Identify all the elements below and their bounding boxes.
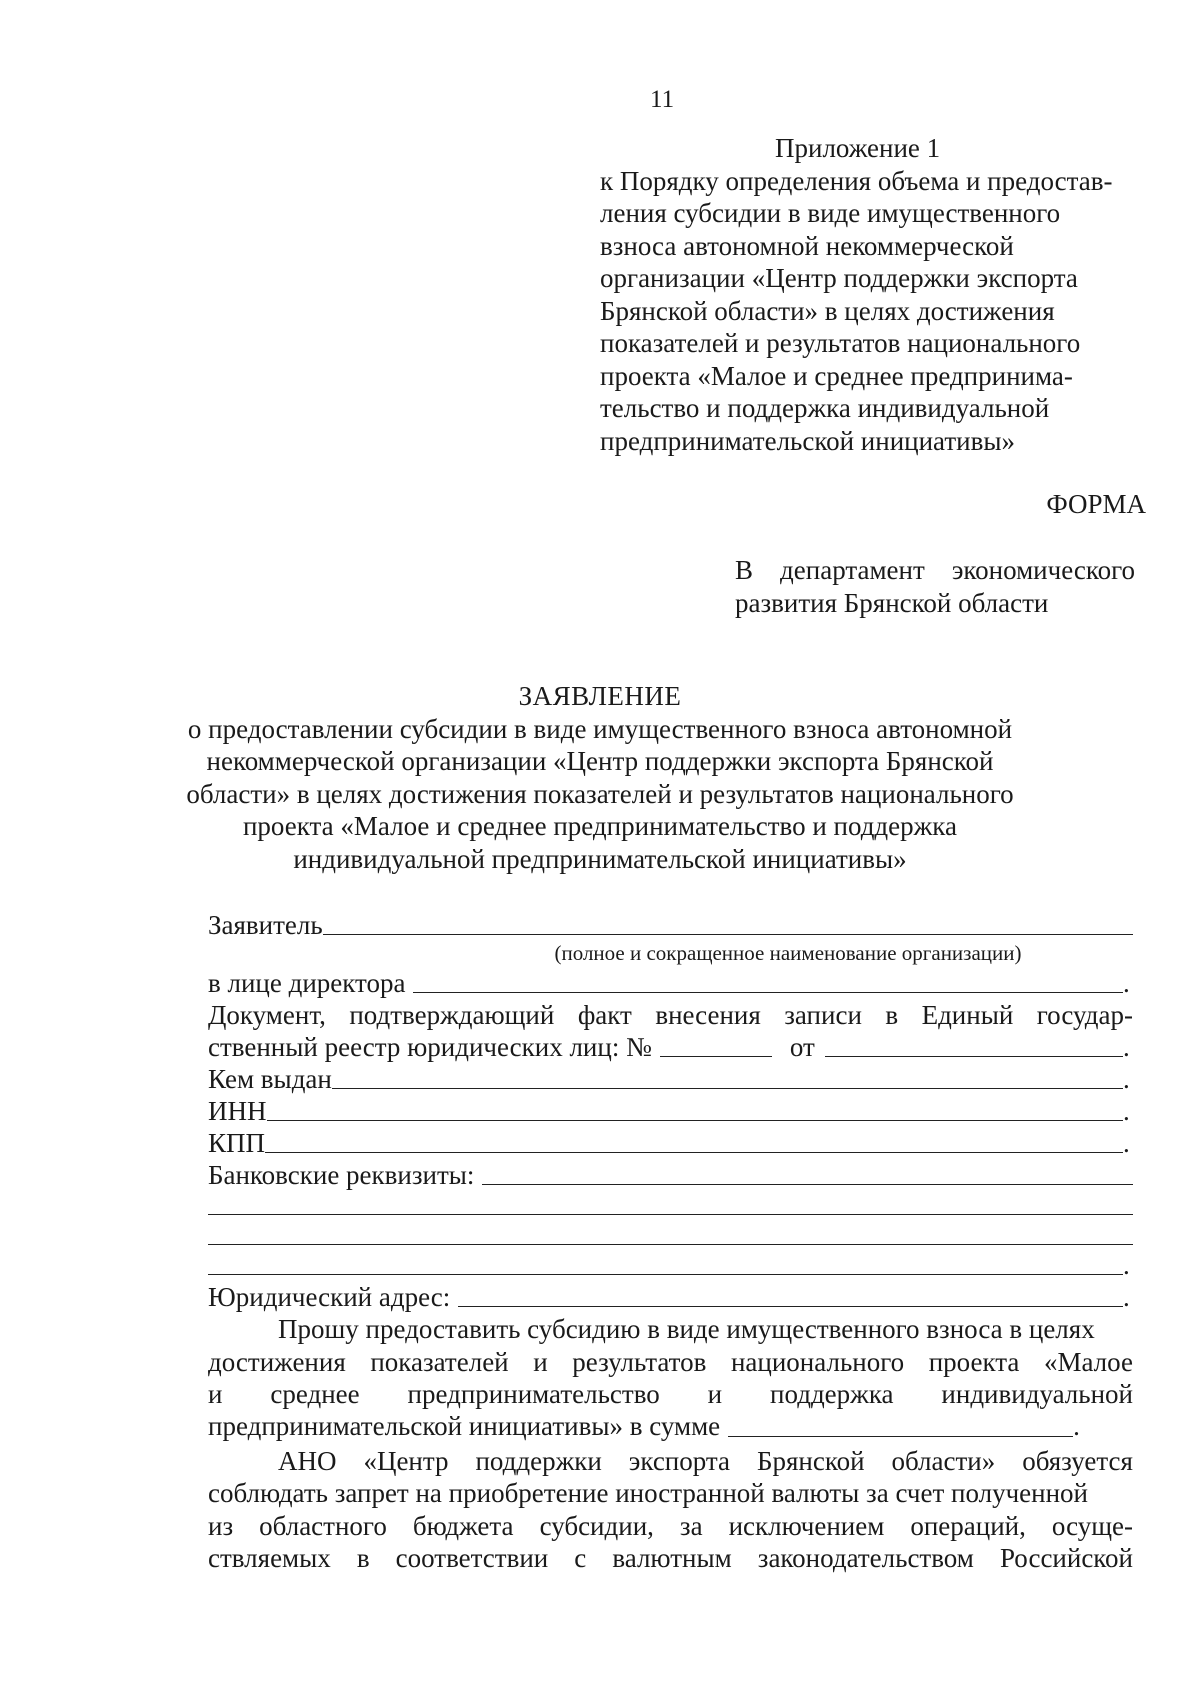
obligation-line	[208, 1510, 1133, 1543]
bank-row	[208, 1159, 1133, 1191]
title-line: индивидуальной предпринимательской инициативы»	[293, 843, 907, 874]
obligation-word: бюджета	[412, 1510, 514, 1541]
obligation-word: операций,	[910, 1510, 1026, 1541]
end-mark: .	[1123, 968, 1130, 998]
issued-by-label: Кем выдан	[208, 1064, 332, 1094]
document-line-2	[208, 1031, 1133, 1063]
doc-registry-label: ственный реестр юридических лиц: №	[208, 1032, 652, 1062]
doc-date-label: от	[789, 1032, 815, 1062]
bank-field-line[interactable]	[208, 1274, 1123, 1275]
director-label: в лице директора	[208, 968, 406, 998]
addressee-word: департамент	[780, 555, 925, 585]
issued-by-row	[208, 1063, 1133, 1095]
obligation-word: в	[356, 1543, 370, 1573]
appendix-line: ления субсидии в виде имущественного	[600, 198, 1061, 228]
bank-extra-row	[208, 1191, 1133, 1221]
doc-word: в	[885, 1000, 899, 1030]
inn-row	[208, 1095, 1133, 1127]
addressee-line-2: развития Брянской области	[735, 588, 1049, 618]
end-mark: .	[1073, 1411, 1080, 1441]
request-word: национального	[730, 1346, 905, 1377]
obligation-word: областного	[259, 1510, 387, 1541]
form-label: ФОРМА	[1046, 489, 1146, 519]
obligation-word: из	[208, 1510, 234, 1541]
obligation-word: валютным	[612, 1543, 732, 1573]
obligation-word: ствляемых	[208, 1543, 331, 1573]
end-mark: .	[1123, 1250, 1130, 1280]
obligation-word: Российской	[999, 1543, 1133, 1573]
end-mark: .	[1123, 1282, 1130, 1312]
request-word: предпринимательство	[407, 1379, 660, 1409]
bank-field-line[interactable]	[208, 1214, 1133, 1215]
obligation-word: поддержки	[475, 1445, 602, 1476]
obligation-word: соответствии	[395, 1543, 549, 1573]
request-word: среднее	[270, 1379, 360, 1409]
kpp-row	[208, 1127, 1133, 1159]
doc-word: Документ,	[208, 1000, 326, 1030]
kpp-label: КПП	[208, 1128, 266, 1158]
kpp-field[interactable]	[265, 1152, 1123, 1153]
end-mark: .	[1123, 1128, 1130, 1158]
address-row	[208, 1281, 1133, 1313]
request-amount-row	[208, 1411, 1133, 1443]
applicant-field[interactable]	[323, 934, 1133, 935]
bank-field[interactable]	[482, 1184, 1133, 1185]
end-mark: .	[1123, 1064, 1130, 1094]
obligation-word: области»	[891, 1445, 996, 1476]
obligation-word: «Центр	[363, 1445, 449, 1476]
appendix-line: проекта «Малое и среднее предпринима-	[600, 360, 1073, 391]
addressee-block	[735, 554, 1135, 620]
doc-word: факт	[577, 1000, 632, 1030]
page-number: 11	[650, 86, 675, 113]
bank-extra-row	[208, 1251, 1133, 1281]
appendix-line: тельство и поддержка индивидуальной	[600, 393, 1050, 423]
bank-field-line[interactable]	[208, 1244, 1133, 1245]
appendix-title: Приложение 1	[775, 133, 941, 163]
obligation-word: АНО	[278, 1445, 337, 1476]
document-heading: ЗАЯВЛЕНИЕ	[518, 681, 682, 711]
request-word: поддержка	[770, 1379, 894, 1409]
obligation-word: обязуется	[1022, 1445, 1133, 1476]
request-word: «Малое	[1043, 1346, 1133, 1377]
applicant-caption: (полное и сокращенное наименование организации)	[554, 941, 1022, 965]
doc-word: внесения	[655, 1000, 761, 1030]
appendix-line: организации «Центр поддержки экспорта	[600, 263, 1078, 293]
end-mark: .	[1123, 1032, 1130, 1062]
appendix-block	[600, 132, 1140, 457]
obligation-word: исключением	[728, 1510, 885, 1541]
addressee-line-1	[735, 554, 1135, 587]
request-word: проекта	[928, 1346, 1020, 1377]
title-line: области» в целях достижения показателей и результатов национального	[186, 778, 1014, 809]
appendix-line: Брянской области» в целях достижения	[600, 295, 1055, 326]
obligation-word: за	[679, 1510, 703, 1541]
obligation-word: субсидии,	[539, 1510, 654, 1541]
title-line: о предоставлении субсидии в виде имущественного взноса автономной	[187, 713, 1013, 744]
applicant-row	[208, 909, 1133, 941]
obligation-line	[208, 1542, 1133, 1575]
doc-word: государ-	[1036, 1000, 1133, 1030]
request-word: достижения	[208, 1346, 346, 1377]
addressee-word: В	[735, 555, 754, 585]
applicant-label: Заявитель	[208, 910, 323, 940]
amount-field[interactable]	[728, 1436, 1073, 1437]
request-word: и	[707, 1379, 723, 1409]
request-line	[208, 1346, 1133, 1379]
issued-by-field[interactable]	[332, 1088, 1123, 1089]
doc-word: записи	[784, 1000, 862, 1030]
appendix-line: взноса автономной некоммерческой	[600, 230, 1014, 261]
address-field[interactable]	[458, 1306, 1123, 1307]
request-word: результатов	[572, 1346, 707, 1377]
inn-field[interactable]	[267, 1120, 1124, 1121]
doc-number-field[interactable]	[660, 1056, 772, 1057]
request-word: индивидуальной	[941, 1379, 1133, 1409]
obligation-word: с	[574, 1543, 587, 1573]
document-line-1	[208, 999, 1133, 1031]
application-form	[208, 909, 1133, 1575]
title-line: некоммерческой организации «Центр поддержки экспорта Брянской	[206, 746, 994, 776]
obligation-word: Брянской	[756, 1445, 865, 1476]
request-word: показателей	[370, 1346, 509, 1377]
obligation-line: соблюдать запрет на приобретение иностранной валюты за счет полученной	[208, 1478, 1088, 1508]
appendix-line: показателей и результатов национального	[600, 328, 1081, 358]
bank-extra-row	[208, 1221, 1133, 1251]
appendix-line: предпринимательской инициативы»	[600, 425, 1015, 456]
director-field[interactable]	[413, 992, 1123, 993]
request-line	[208, 1378, 1133, 1411]
director-row	[208, 967, 1133, 999]
address-label: Юридический адрес:	[208, 1282, 451, 1312]
title-line: проекта «Малое и среднее предпринимательство и поддержка	[242, 811, 957, 841]
request-line: Прошу предоставить субсидию в виде имущественного взноса в целях	[278, 1314, 1095, 1344]
obligation-line	[208, 1445, 1133, 1478]
doc-date-field[interactable]	[825, 1056, 1123, 1057]
inn-label: ИНН	[208, 1096, 267, 1126]
obligation-word: экспорта	[628, 1445, 731, 1476]
addressee-word: экономического	[951, 555, 1135, 585]
obligation-paragraph	[208, 1445, 1133, 1575]
end-mark: .	[1123, 1096, 1130, 1126]
obligation-word: законодательством	[757, 1543, 974, 1573]
request-word: и	[208, 1379, 223, 1409]
document-title-block	[0, 680, 1200, 875]
request-word: и	[533, 1346, 548, 1377]
appendix-line: к Порядку определения объема и предостав-	[600, 165, 1113, 196]
request-amount-label: предпринимательской инициативы» в сумме	[208, 1411, 721, 1441]
bank-label: Банковские реквизиты:	[208, 1160, 475, 1190]
doc-word: подтверждающий	[349, 1000, 555, 1030]
request-paragraph	[208, 1313, 1133, 1443]
obligation-word: осуще-	[1051, 1510, 1133, 1541]
doc-word: Единый	[921, 1000, 1014, 1030]
